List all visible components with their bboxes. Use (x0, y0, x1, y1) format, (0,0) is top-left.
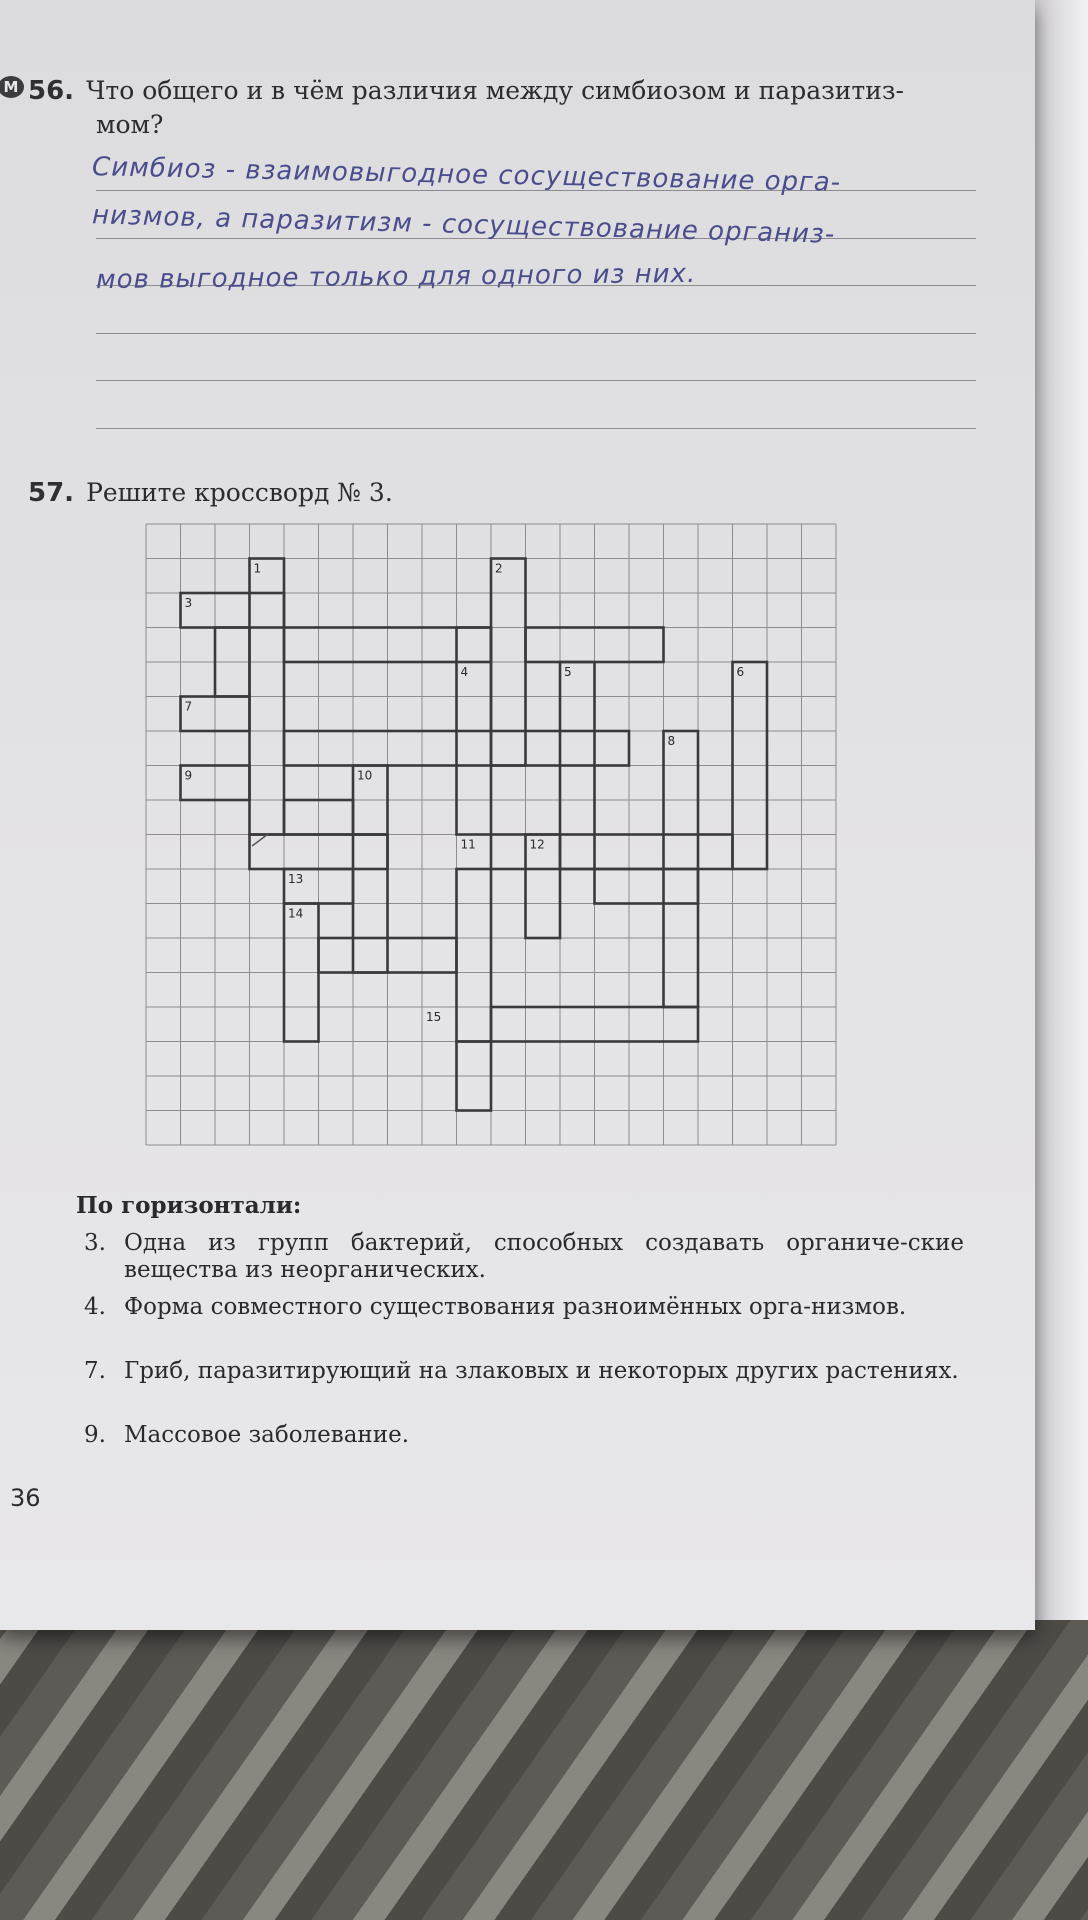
clue-number: 4. (84, 1294, 106, 1320)
clue-item (84, 1358, 974, 1385)
answer-line (96, 428, 976, 429)
clue-text: Форма совместного существования разноимённых орга-низмов. (124, 1294, 907, 1320)
crossword-number-label: 7 (184, 699, 193, 714)
crossword-number-label: 4 (460, 665, 469, 679)
clue-item (84, 1230, 974, 1284)
clue-text: Массовое заболевание. (124, 1422, 410, 1448)
clue-text: Одна из групп бактерий, способных создавать органиче-ские вещества из неорганических. (124, 1230, 964, 1283)
crossword (142, 520, 852, 1164)
crossword-word-slot (491, 835, 733, 870)
task-56-number: 56. (28, 76, 75, 106)
crossword-number-label: 13 (288, 872, 304, 886)
crossword-number-label: 12 (529, 837, 545, 852)
clue-number: 9. (84, 1422, 106, 1448)
handwritten-answer-line1: Симбиоз - взаимовыгодное сосуществование орга- (91, 152, 842, 198)
page-number: 36 (10, 1484, 41, 1512)
crossword-number-label: 5 (564, 665, 572, 679)
m-badge-icon: M (0, 76, 24, 98)
clues-heading: По горизонтали: (76, 1192, 302, 1219)
task-56-question-line2: мом? (96, 110, 164, 139)
task-56-question (28, 76, 1018, 106)
task-57-title: Решите кроссворд № 3. (86, 478, 393, 507)
crossword-number-label: 9 (184, 768, 193, 783)
crossword-number-label: 2 (495, 561, 503, 576)
answer-line (96, 333, 976, 334)
crossword-number-label: 3 (184, 596, 193, 610)
crossword-word-slot (181, 593, 285, 628)
crossword-number-label: 8 (667, 734, 676, 748)
answer-line (96, 380, 976, 381)
crossword-number-label: 11 (460, 837, 476, 852)
page-edge (1035, 0, 1088, 1620)
task-57-heading (28, 478, 393, 508)
handwritten-answer-line3: мов выгодное только для одного из них. (95, 258, 697, 296)
crossword-word-slot (595, 869, 699, 904)
table-surface (0, 1580, 1088, 1920)
crossword-number-label: 6 (736, 665, 745, 679)
crossword-number-label: 1 (253, 561, 262, 576)
clue-number: 7. (84, 1358, 106, 1384)
crossword-number-label: 14 (288, 906, 304, 921)
handwritten-answer-line2: низмов, а паразитизм - сосуществование организ- (91, 200, 836, 250)
clue-item (84, 1294, 974, 1321)
crossword-number-label: 10 (357, 768, 373, 783)
task-56-question-line1: Что общего и в чём различия между симбиозом и паразитиз- (86, 76, 904, 105)
task-57-number: 57. (28, 478, 75, 508)
clue-item (84, 1422, 974, 1449)
crossword-word-slot (457, 869, 492, 1042)
clue-text: Гриб, паразитирующий на злаковых и некоторых других растениях. (124, 1358, 959, 1384)
crossword-number-label: 15 (426, 1010, 442, 1024)
clue-number: 3. (84, 1230, 106, 1256)
crossword-grid (142, 520, 852, 1164)
